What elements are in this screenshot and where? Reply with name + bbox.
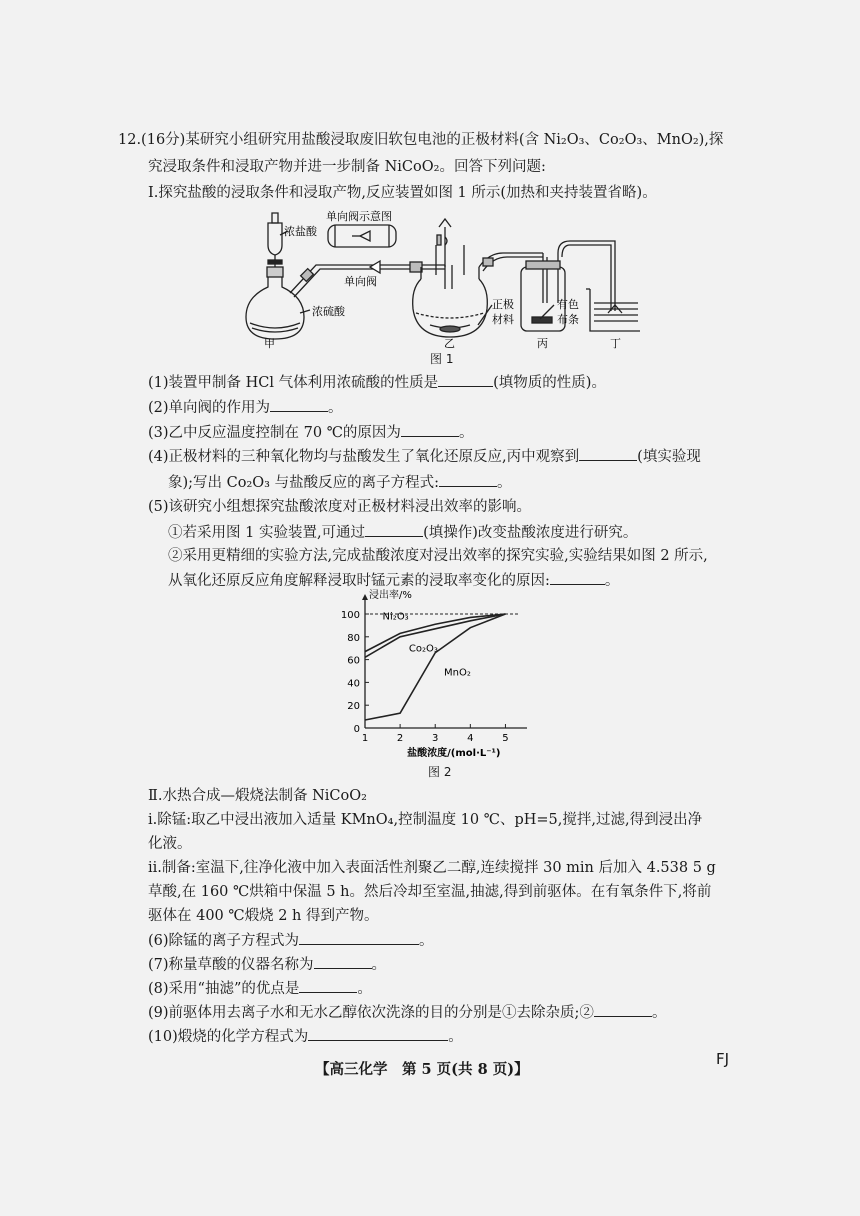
q5-sub2-line2: 从氧化还原反应角度解释浸取时锰元素的浸取率变化的原因: 。 <box>168 570 619 591</box>
q10: (10)煅烧的化学方程式为 。 <box>148 1026 463 1047</box>
figure2-chart <box>335 588 535 760</box>
label-ding: 丁 <box>610 337 621 350</box>
q5-blank-1[interactable] <box>365 522 423 537</box>
label-conc-hcl: 浓盐酸 <box>284 225 317 238</box>
q5-sub1: ①若采用图 1 实验装置,可通过 (填操作)改变盐酸浓度进行研究。 <box>168 522 637 543</box>
q4-blank-1[interactable] <box>579 446 637 461</box>
y-tick-label: 40 <box>347 678 360 690</box>
y-tick-label: 100 <box>340 610 360 621</box>
series-label-0: Ni₂O₃ <box>382 611 409 623</box>
x-tick-label: 3 <box>432 733 439 744</box>
figure1-apparatus <box>240 205 640 350</box>
step2-line3: 驱体在 400 ℃煅烧 2 h 得到产物。 <box>148 908 379 924</box>
q5: (5)该研究小组想探究盐酸浓度对正极材料浸出效率的影响。 <box>148 499 532 515</box>
label-valve-diagram: 单向阀示意图 <box>326 210 392 223</box>
q4-line1: (4)正极材料的三种氧化物均与盐酸发生了氧化还原反应,丙中观察到 (填实验现 <box>148 446 701 467</box>
label-jia: 甲 <box>264 337 275 350</box>
q3-blank[interactable] <box>401 422 459 437</box>
y-axis-arrow <box>362 594 368 600</box>
q3: (3)乙中反应温度控制在 70 ℃的原因为 。 <box>148 422 473 443</box>
q6-blank[interactable] <box>299 930 419 945</box>
q9: (9)前驱体用去离子水和无水乙醇依次洗涤的目的分别是①去除杂质;② 。 <box>148 1002 666 1023</box>
q8: (8)采用“抽滤”的优点是 。 <box>148 978 372 999</box>
figure1-caption: 图 1 <box>430 352 454 366</box>
x-axis-label: 盐酸浓度/(mol·L⁻¹) <box>407 748 501 759</box>
series-line-2 <box>365 611 505 720</box>
label-cloth-2: 布条 <box>557 313 579 326</box>
separatory-funnel <box>268 223 282 255</box>
q1-blank[interactable] <box>438 372 493 387</box>
label-bing: 丙 <box>537 337 548 350</box>
q5-blank-2[interactable] <box>550 570 605 585</box>
label-cathode-2: 材料 <box>492 313 514 326</box>
q2: (2)单向阀的作用为 。 <box>148 397 343 418</box>
q10-blank[interactable] <box>308 1026 448 1041</box>
part2-heading: Ⅱ.水热合成—煅烧法制备 NiCoO₂ <box>148 788 367 804</box>
q6: (6)除锰的离子方程式为 。 <box>148 930 434 951</box>
q7: (7)称量草酸的仪器名称为 。 <box>148 954 386 975</box>
x-tick-label: 4 <box>467 733 474 744</box>
y-tick-label: 80 <box>347 632 360 644</box>
label-cloth-1: 有色 <box>557 298 579 311</box>
step1-line1: ⅰ.除锰:取乙中浸出液加入适量 KMnO₄,控制温度 10 ℃、pH=5,搅拌,过滤,得到浸出净 <box>148 812 703 828</box>
q7-blank[interactable] <box>314 954 372 969</box>
funnel-stopper <box>272 213 278 223</box>
y-tick-label: 60 <box>347 655 360 667</box>
q2-blank[interactable] <box>270 397 328 412</box>
q9-blank[interactable] <box>594 1002 652 1017</box>
q5-sub2-line1: ②采用更精细的实验方法,完成盐酸浓度对浸出效率的探究实验,实验结果如图 2 所示, <box>168 548 708 564</box>
part1-heading: Ⅰ.探究盐酸的浸取条件和浸取产物,反应装置如图 1 所示(加热和夹持装置省略)。 <box>148 185 657 201</box>
series-label-2: MnO₂ <box>444 667 471 679</box>
y-axis-label: 浸出率/% <box>369 590 412 601</box>
label-valve: 单向阀 <box>344 275 377 288</box>
page-footer: 【高三化学 第 5 页(共 8 页)】 <box>315 1061 529 1078</box>
step2-line1: ⅱ.制备:室温下,往净化液中加入表面活性剂聚乙二醇,连续搅拌 30 min 后加入 4.538 5 g <box>148 860 716 876</box>
label-conc-h2so4: 浓硫酸 <box>312 305 345 318</box>
x-tick-label: 2 <box>396 733 404 744</box>
label-cathode-1: 正极 <box>492 298 514 311</box>
q1: (1)装置甲制备 HCl 气体利用浓硫酸的性质是 (填物质的性质)。 <box>148 372 606 393</box>
question-stem-line2: 究浸取条件和浸取产物并进一步制备 NiCoO₂。回答下列问题: <box>148 159 546 175</box>
step1-line2: 化液。 <box>148 836 192 852</box>
x-tick-label: 1 <box>361 733 369 744</box>
valve-schematic <box>328 225 396 247</box>
q4-blank-2[interactable] <box>439 472 497 487</box>
question-stem-line1: 12.(16分)某研究小组研究用盐酸浸取废旧软包电池的正极材料(含 Ni₂O₃、Co₂O₃、MnO₂),探 <box>118 132 724 148</box>
q8-blank[interactable] <box>299 978 357 993</box>
y-tick-label: 20 <box>347 701 360 713</box>
flask-jia <box>246 277 304 339</box>
corner-mark: FJ <box>716 1050 730 1068</box>
y-tick-label: 0 <box>353 724 360 735</box>
q4-line2: 象);写出 Co₂O₃ 与盐酸反应的离子方程式: 。 <box>168 472 511 493</box>
step2-line2: 草酸,在 160 ℃烘箱中保温 5 h。然后冷却至室温,抽滤,得到前驱体。在有氧条件下,将前 <box>148 884 712 900</box>
label-yi: 乙 <box>444 337 455 350</box>
x-tick-label: 5 <box>502 733 509 744</box>
series-label-1: Co₂O₃ <box>408 643 438 655</box>
figure2-caption: 图 2 <box>428 765 452 779</box>
